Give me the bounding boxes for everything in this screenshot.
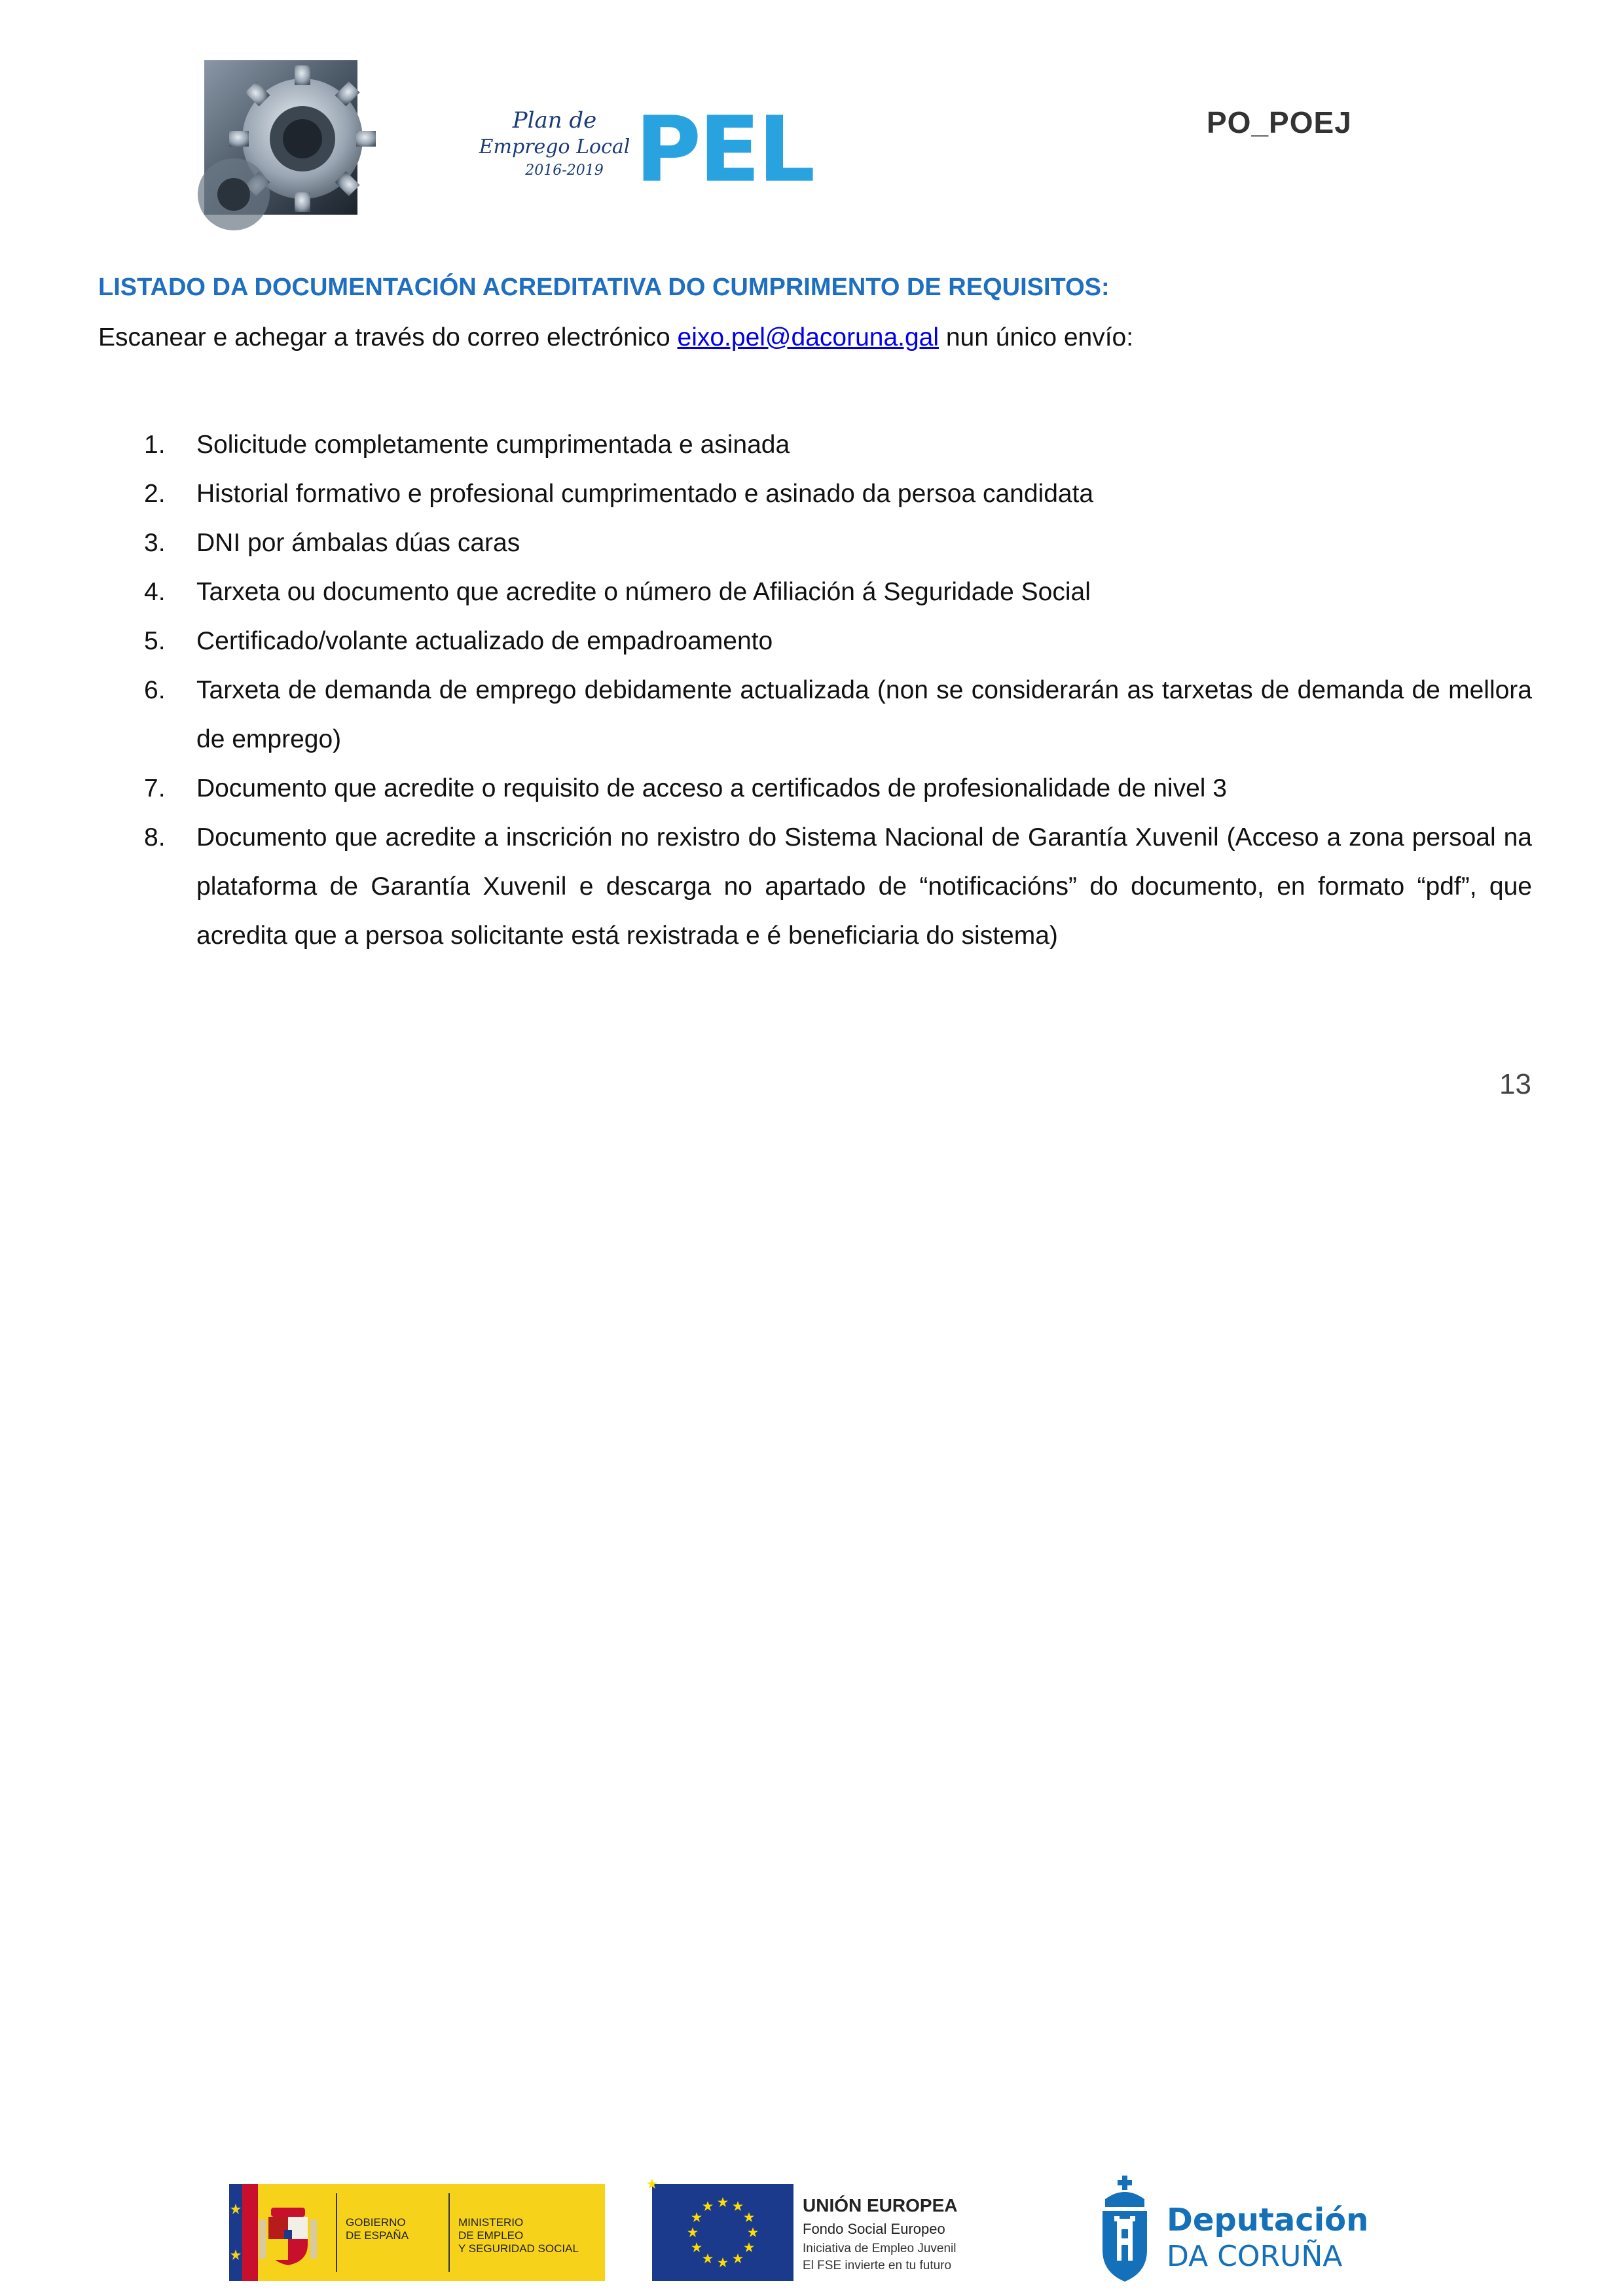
list-item (144, 518, 1532, 567)
list-item-text: Certificado/volante actualizado de empadroamento (196, 627, 773, 655)
list-item-number: 2. (144, 480, 166, 508)
list-item (144, 617, 1532, 666)
ministry-line-3: Y SEGURIDAD SOCIAL (458, 2242, 579, 2255)
list-item-number: 1. (144, 431, 166, 459)
ministry-line-1: MINISTERIO (458, 2216, 524, 2229)
deputacion-coruna-logo (1093, 2173, 1369, 2284)
eu-line-3: El FSE invierte en tu futuro (803, 2259, 952, 2272)
list-item-text: Tarxeta de demanda de emprego debidamente actualizada (non se considerarán as tarxetas de demanda de mellora de emprego) (196, 676, 1532, 753)
list-item-number: 6. (144, 676, 166, 704)
list-item-text: Documento que acredite o requisito de acceso a certificados de profesionalidade de nivel 3 (196, 774, 1227, 802)
pel-logo (479, 97, 813, 202)
union-europea-logo (652, 2184, 977, 2281)
section-heading: LISTADO DA DOCUMENTACIÓN ACREDITATIVA DO CUMPRIMENTO DE REQUISITOS: (98, 274, 1110, 301)
list-item-text: DNI por ámbalas dúas caras (196, 529, 520, 557)
list-item (144, 666, 1532, 764)
eu-line-2: Iniciativa de Empleo Juvenil (803, 2242, 957, 2255)
eu-title: UNIÓN EUROPEA (803, 2195, 958, 2215)
pel-logo-script-1: Plan de (512, 107, 597, 134)
requirements-list (144, 420, 1532, 960)
gov-line-2: DE ESPAÑA (346, 2229, 409, 2242)
pel-logo-years: 2016-2019 (525, 162, 604, 179)
intro-text-before: Escanear e achegar a través do correo electrónico (98, 323, 678, 351)
gobierno-espana-logo (229, 2184, 605, 2281)
list-item (144, 469, 1532, 518)
list-item (144, 813, 1532, 960)
list-item-text: Documento que acredite a inscrición no rexistro do Sistema Nacional de Garantía Xuvenil (Acceso a zona persoal na plataforma de Garantía Xuvenil e descarga no apartado de “notificacións” do documento, en formato “pdf”, que acredita que a persoa solicitante está rexistrada e é beneficiaria do sistema) (196, 823, 1532, 950)
list-item (144, 764, 1532, 813)
document-code: PO_POEJ (1207, 105, 1352, 139)
pel-logo-script-2: Emprego Local (479, 135, 630, 158)
list-item (144, 567, 1532, 617)
ministry-line-2: DE EMPLEO (458, 2229, 524, 2242)
list-item-number: 8. (144, 823, 166, 852)
list-item-number: 7. (144, 774, 166, 802)
gov-line-1: GOBIERNO (346, 2216, 406, 2229)
list-item-text: Tarxeta ou documento que acredite o número de Afiliación á Seguridade Social (196, 578, 1091, 606)
list-item-text: Solicitude completamente cumprimentada e asinada (196, 431, 790, 459)
intro-text-after: nun único envío: (939, 323, 1134, 351)
gear-image-logo (204, 60, 357, 215)
list-item-number: 3. (144, 529, 166, 557)
list-item-number: 4. (144, 578, 166, 606)
da-coruna-word: DA CORUÑA (1167, 2240, 1343, 2273)
intro-paragraph (98, 323, 1133, 352)
email-link[interactable]: eixo.pel@dacoruna.gal (677, 323, 939, 351)
deputacion-word: Deputación (1167, 2202, 1369, 2238)
eu-line-1: Fondo Social Europeo (803, 2221, 945, 2237)
page-number: 13 (1499, 1068, 1531, 1100)
pel-logo-word: PEL (635, 97, 813, 202)
list-item-text: Historial formativo e profesional cumprimentado e asinado da persoa candidata (196, 480, 1094, 508)
list-item (144, 420, 1532, 469)
list-item-number: 5. (144, 627, 166, 655)
